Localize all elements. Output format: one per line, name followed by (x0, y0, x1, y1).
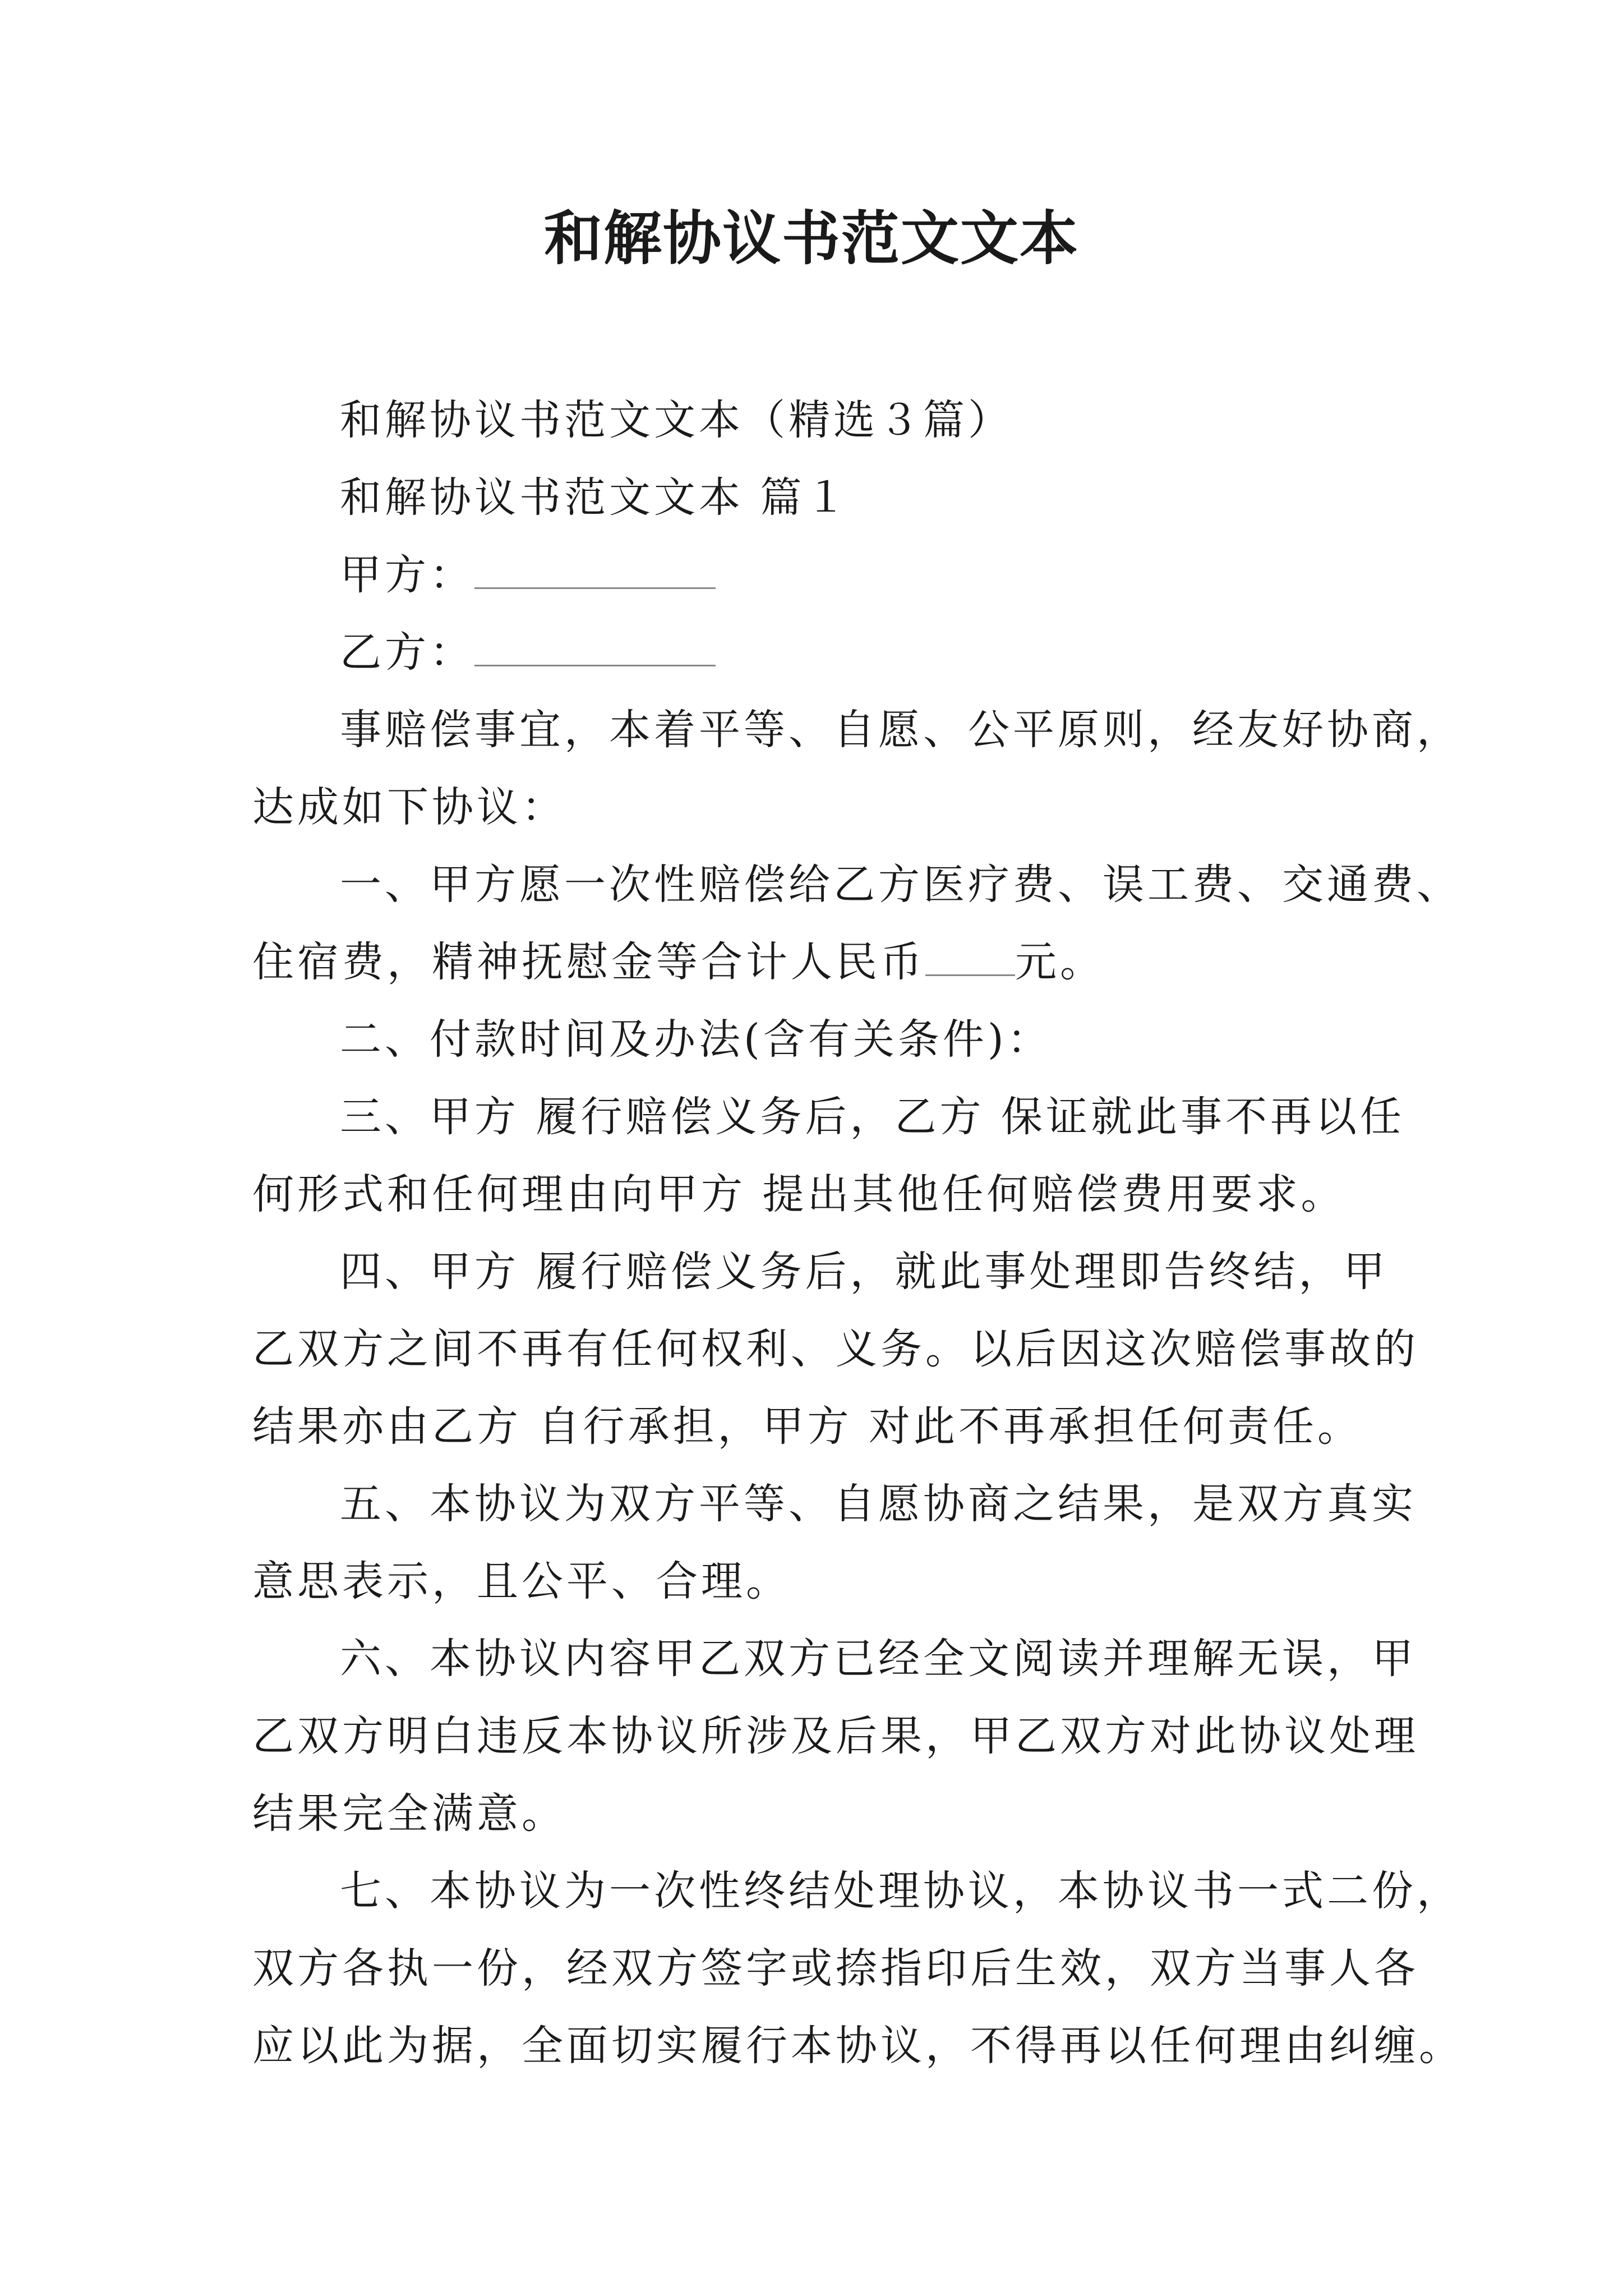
clause-1 (252, 846, 1461, 1001)
paragraph-line: 一、甲方愿一次性赔偿给乙方医疗费、误工费、交通费、 (340, 861, 1461, 909)
paragraph-line: 达成如下协议： (252, 783, 566, 831)
paragraph-line: 五、本协议为双方平等、自愿协商之结果，是双方真实 (340, 1480, 1417, 1528)
paragraph-line: 结果亦由乙方 自行承担，甲方 对此不再承担任何责任。 (252, 1402, 1363, 1451)
paragraph-line: 四、甲方 履行赔偿义务后，就此事处理即告终结，甲 (340, 1248, 1389, 1296)
document-body (252, 381, 1464, 2085)
paragraph-line: 应以此为据，全面切实履行本协议，不得再以任何理由纠缠。 (252, 2022, 1464, 2070)
paragraph-line: 何形式和任何理由向甲方 提出其他任何赔偿费用要求。 (252, 1170, 1346, 1218)
party-a-label: 甲方： (340, 551, 474, 599)
clause-6 (252, 1620, 1419, 1852)
party-b-label: 乙方： (340, 628, 474, 677)
paragraph-line: 乙双方明白违反本协议所涉及后果，甲乙双方对此协议处理 (252, 1712, 1419, 1760)
clause-7 (252, 1852, 1464, 2085)
paragraph-line: 结果完全满意。 (252, 1789, 566, 1838)
paragraph-line: 七、本协议为一次性终结处理协议，本协议书一式二份， (340, 1867, 1461, 1915)
clause-5 (252, 1465, 1417, 1620)
paragraph-line: 意思表示，且公平、合理。 (252, 1557, 791, 1605)
paragraph-line: 三、甲方 履行赔偿义务后，乙方 保证就此事不再以任 (340, 1093, 1405, 1141)
party-a-line (252, 536, 1385, 614)
paragraph-line: 六、本协议内容甲乙双方已经全文阅读并理解无误，甲 (340, 1635, 1417, 1683)
amount-unit: 元。 (1015, 938, 1105, 986)
paragraph-line: 事赔偿事宜，本着平等、自愿、公平原则，经友好协商， (340, 706, 1461, 754)
party-b-blank (474, 625, 716, 666)
clause-4 (252, 1233, 1419, 1465)
clause-3 (252, 1078, 1405, 1233)
paragraph-line (252, 923, 1385, 1001)
party-a-blank (474, 548, 716, 589)
document-subtitle: 和解协议书范文文本（精选３篇） (340, 396, 1013, 444)
amount-blank (925, 935, 1015, 976)
paragraph-line: 乙双方之间不再有任何权利、义务。以后因这次赔偿事故的 (252, 1325, 1419, 1373)
paragraph-line: 双方各执一份，经双方签字或捺指印后生效，双方当事人各 (252, 1944, 1419, 1993)
clause-2 (252, 1001, 1385, 1078)
party-b-line (252, 614, 1385, 691)
intro-paragraph (252, 691, 1461, 846)
document-title: 和解协议书范文文本 (543, 204, 1079, 273)
amount-text: 住宿费，精神抚慰金等合计人民币 (252, 938, 925, 986)
paragraph-line: 二、付款时间及办法(含有关条件)： (340, 1015, 1052, 1064)
section-heading: 和解协议书范文文本 篇１ (340, 473, 850, 522)
